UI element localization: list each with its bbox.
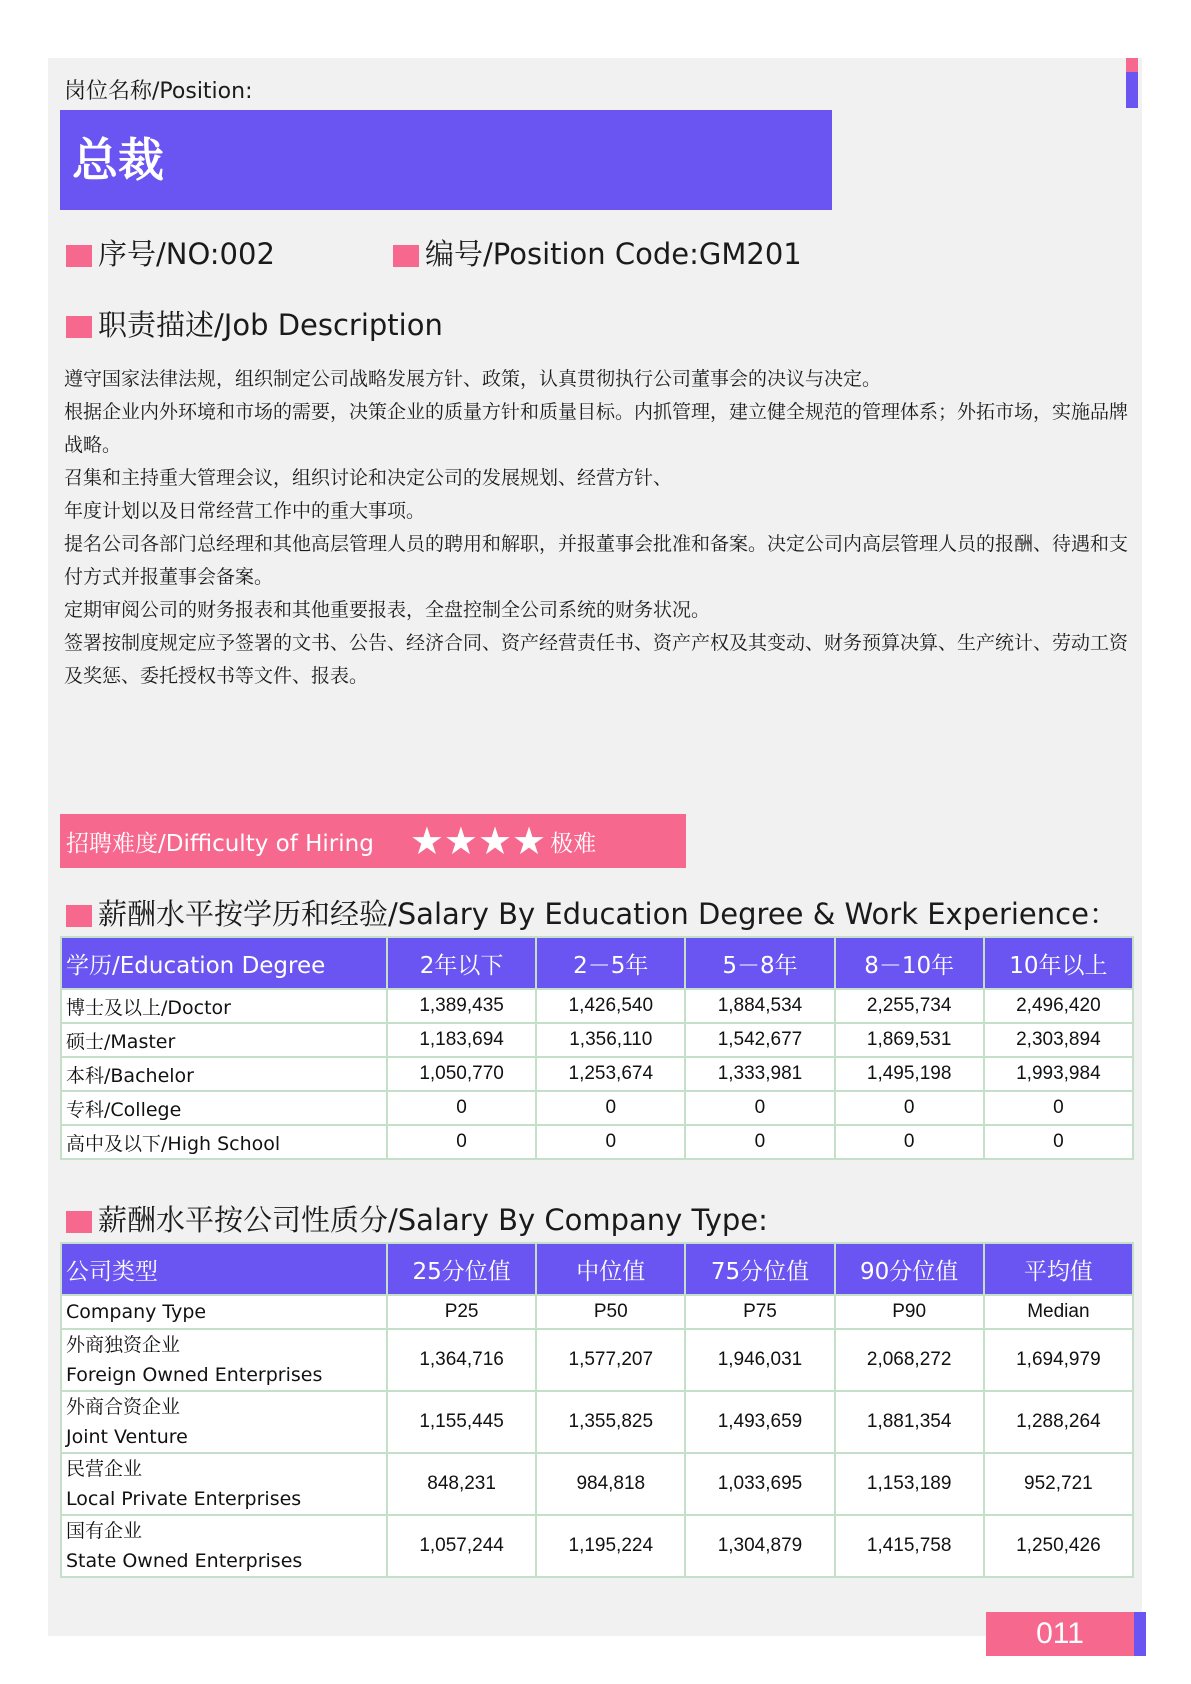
- row-label: 硕士/Master: [61, 1023, 387, 1057]
- table-cell: 1,415,758: [835, 1515, 984, 1577]
- table-cell: 1,253,674: [536, 1057, 685, 1091]
- table-cell: 2,255,734: [835, 989, 984, 1023]
- bullet-square-icon: [66, 905, 92, 927]
- row-label-en: Joint Venture: [66, 1426, 188, 1448]
- table-row: [61, 1091, 1133, 1125]
- table-row: [61, 1515, 1133, 1577]
- duty-line: 签署按制度规定应予签署的文书、公告、经济合同、资产经营责任书、资产产权及其变动、财务预算决算、生产统计、劳动工资及奖惩、委托授权书等文件、报表。: [64, 632, 1129, 687]
- column-header: 2年以下: [387, 937, 536, 989]
- duty-line: 根据企业内外环境和市场的需要，决策企业的质量方针和质量目标。内抓管理，建立健全规范的管理体系；外拓市场，实施品牌战略。: [64, 401, 1129, 456]
- table-row: [61, 989, 1133, 1023]
- row-label: 高中及以下/High School: [61, 1125, 387, 1159]
- row-label: 博士及以上/Doctor: [61, 989, 387, 1023]
- table-row: [61, 1057, 1133, 1091]
- serial-number: [66, 232, 275, 273]
- row-label-cn: 民营企业: [66, 1458, 143, 1480]
- job-description-heading: 职责描述/Job Description: [66, 303, 443, 344]
- column-header: 公司类型: [61, 1243, 387, 1295]
- table-cell: 2,496,420: [984, 989, 1133, 1023]
- duty-line: 年度计划以及日常经营工作中的重大事项。: [64, 500, 426, 522]
- subheader-cell: P75: [685, 1295, 834, 1329]
- table-cell: 1,389,435: [387, 989, 536, 1023]
- subheader-cell: Company Type: [61, 1295, 387, 1329]
- table-cell: 1,993,984: [984, 1057, 1133, 1091]
- bullet-square-icon: [66, 1211, 92, 1233]
- column-header: 平均值: [984, 1243, 1133, 1295]
- table-cell: 1,495,198: [835, 1057, 984, 1091]
- table-cell: 952,721: [984, 1453, 1133, 1515]
- subheader-cell: P50: [536, 1295, 685, 1329]
- row-label: 专科/College: [61, 1091, 387, 1125]
- row-label-en: Foreign Owned Enterprises: [66, 1364, 323, 1386]
- row-label: [61, 1515, 387, 1577]
- table-header-row: [61, 937, 1133, 989]
- table-cell: 0: [835, 1125, 984, 1159]
- duty-line: 召集和主持重大管理会议，组织讨论和决定公司的发展规划、经营方针、: [64, 467, 673, 489]
- table-cell: 1,250,426: [984, 1515, 1133, 1577]
- subheader-cell: Median: [984, 1295, 1133, 1329]
- table-header-row: [61, 1243, 1133, 1295]
- difficulty-label: 招聘难度/Difficulty of Hiring: [66, 831, 374, 857]
- table-cell: 1,364,716: [387, 1329, 536, 1391]
- table-row: [61, 1391, 1133, 1453]
- page-number-accent: [1134, 1612, 1146, 1656]
- table-cell: 1,493,659: [685, 1391, 834, 1453]
- table-cell: 0: [387, 1125, 536, 1159]
- table-cell: 1,694,979: [984, 1329, 1133, 1391]
- table-row: [61, 1329, 1133, 1391]
- bullet-square-icon: [66, 316, 92, 338]
- serial-text: 序号/NO:002: [98, 237, 275, 271]
- company-salary-table: [60, 1242, 1134, 1578]
- bullet-square-icon: [393, 245, 419, 267]
- corner-accent-purple: [1126, 72, 1138, 108]
- table-cell: 2,303,894: [984, 1023, 1133, 1057]
- column-header: 2－5年: [536, 937, 685, 989]
- table-cell: 0: [835, 1091, 984, 1125]
- table-cell: 1,304,879: [685, 1515, 834, 1577]
- table-cell: 0: [387, 1091, 536, 1125]
- column-header: 90分位值: [835, 1243, 984, 1295]
- row-label-en: State Owned Enterprises: [66, 1550, 303, 1572]
- table-cell: 1,155,445: [387, 1391, 536, 1453]
- table-cell: 1,050,770: [387, 1057, 536, 1091]
- table-cell: 848,231: [387, 1453, 536, 1515]
- row-label-en: Local Private Enterprises: [66, 1488, 302, 1510]
- table-cell: 0: [536, 1125, 685, 1159]
- row-label: 本科/Bachelor: [61, 1057, 387, 1091]
- table-cell: 1,881,354: [835, 1391, 984, 1453]
- table-cell: 1,195,224: [536, 1515, 685, 1577]
- table-cell: 1,057,244: [387, 1515, 536, 1577]
- duty-line: 提名公司各部门总经理和其他高层管理人员的聘用和解职，并报董事会批准和备案。决定公司内高层管理人员的报酬、待遇和支付方式并报董事会备案。: [64, 533, 1129, 588]
- table-cell: 984,818: [536, 1453, 685, 1515]
- education-salary-table: [60, 936, 1134, 1160]
- table-cell: 1,333,981: [685, 1057, 834, 1091]
- table-cell: 0: [984, 1091, 1133, 1125]
- table-subheader-row: [61, 1295, 1133, 1329]
- company-salary-heading: 薪酬水平按公司性质分/Salary By Company Type:: [66, 1198, 768, 1239]
- table-cell: 1,542,677: [685, 1023, 834, 1057]
- column-header: 学历/Education Degree: [61, 937, 387, 989]
- table-row: [61, 1023, 1133, 1057]
- column-header: 10年以上: [984, 937, 1133, 989]
- column-header: 5－8年: [685, 937, 834, 989]
- table-cell: 0: [536, 1091, 685, 1125]
- row-label: [61, 1329, 387, 1391]
- row-label: [61, 1453, 387, 1515]
- table-cell: 1,946,031: [685, 1329, 834, 1391]
- subheader-cell: P90: [835, 1295, 984, 1329]
- row-label-cn: 外商独资企业: [66, 1334, 181, 1356]
- table-cell: 0: [685, 1091, 834, 1125]
- code-text: 编号/Position Code:GM201: [425, 237, 802, 271]
- table-cell: 1,869,531: [835, 1023, 984, 1057]
- corner-accent-pink: [1126, 58, 1138, 72]
- subheader-cell: P25: [387, 1295, 536, 1329]
- hiring-difficulty-bar: [60, 814, 686, 868]
- position-label: 岗位名称/Position:: [64, 79, 253, 104]
- table-row: [61, 1453, 1133, 1515]
- column-header: 8－10年: [835, 937, 984, 989]
- table-cell: 1,356,110: [536, 1023, 685, 1057]
- table-cell: 1,288,264: [984, 1391, 1133, 1453]
- table-cell: 1,355,825: [536, 1391, 685, 1453]
- education-salary-heading: 薪酬水平按学历和经验/Salary By Education Degree & Work Experience：: [66, 892, 1118, 933]
- table-cell: 1,183,694: [387, 1023, 536, 1057]
- duty-line: 定期审阅公司的财务报表和其他重要报表，全盘控制全公司系统的财务状况。: [64, 599, 711, 621]
- table-cell: 0: [984, 1125, 1133, 1159]
- duty-line: 遵守国家法律法规，组织制定公司战略发展方针、政策，认真贯彻执行公司董事会的决议与决定。: [64, 368, 882, 390]
- difficulty-level: 极难: [550, 831, 597, 857]
- column-header: 中位值: [536, 1243, 685, 1295]
- column-header: 75分位值: [685, 1243, 834, 1295]
- table-cell: 1,153,189: [835, 1453, 984, 1515]
- job-description-body: [64, 363, 1136, 693]
- table-cell: 1,426,540: [536, 989, 685, 1023]
- table-cell: 0: [685, 1125, 834, 1159]
- row-label: [61, 1391, 387, 1453]
- bullet-square-icon: [66, 245, 92, 267]
- position-code: [393, 232, 802, 273]
- page-number: 011: [986, 1612, 1134, 1656]
- table-cell: 1,577,207: [536, 1329, 685, 1391]
- column-header: 25分位值: [387, 1243, 536, 1295]
- table-row: [61, 1125, 1133, 1159]
- table-cell: 1,884,534: [685, 989, 834, 1023]
- position-title: 总裁: [60, 110, 832, 210]
- row-label-cn: 国有企业: [66, 1520, 143, 1542]
- table-cell: 2,068,272: [835, 1329, 984, 1391]
- star-rating-icon: ★★★★: [409, 819, 547, 863]
- table-cell: 1,033,695: [685, 1453, 834, 1515]
- row-label-cn: 外商合资企业: [66, 1396, 181, 1418]
